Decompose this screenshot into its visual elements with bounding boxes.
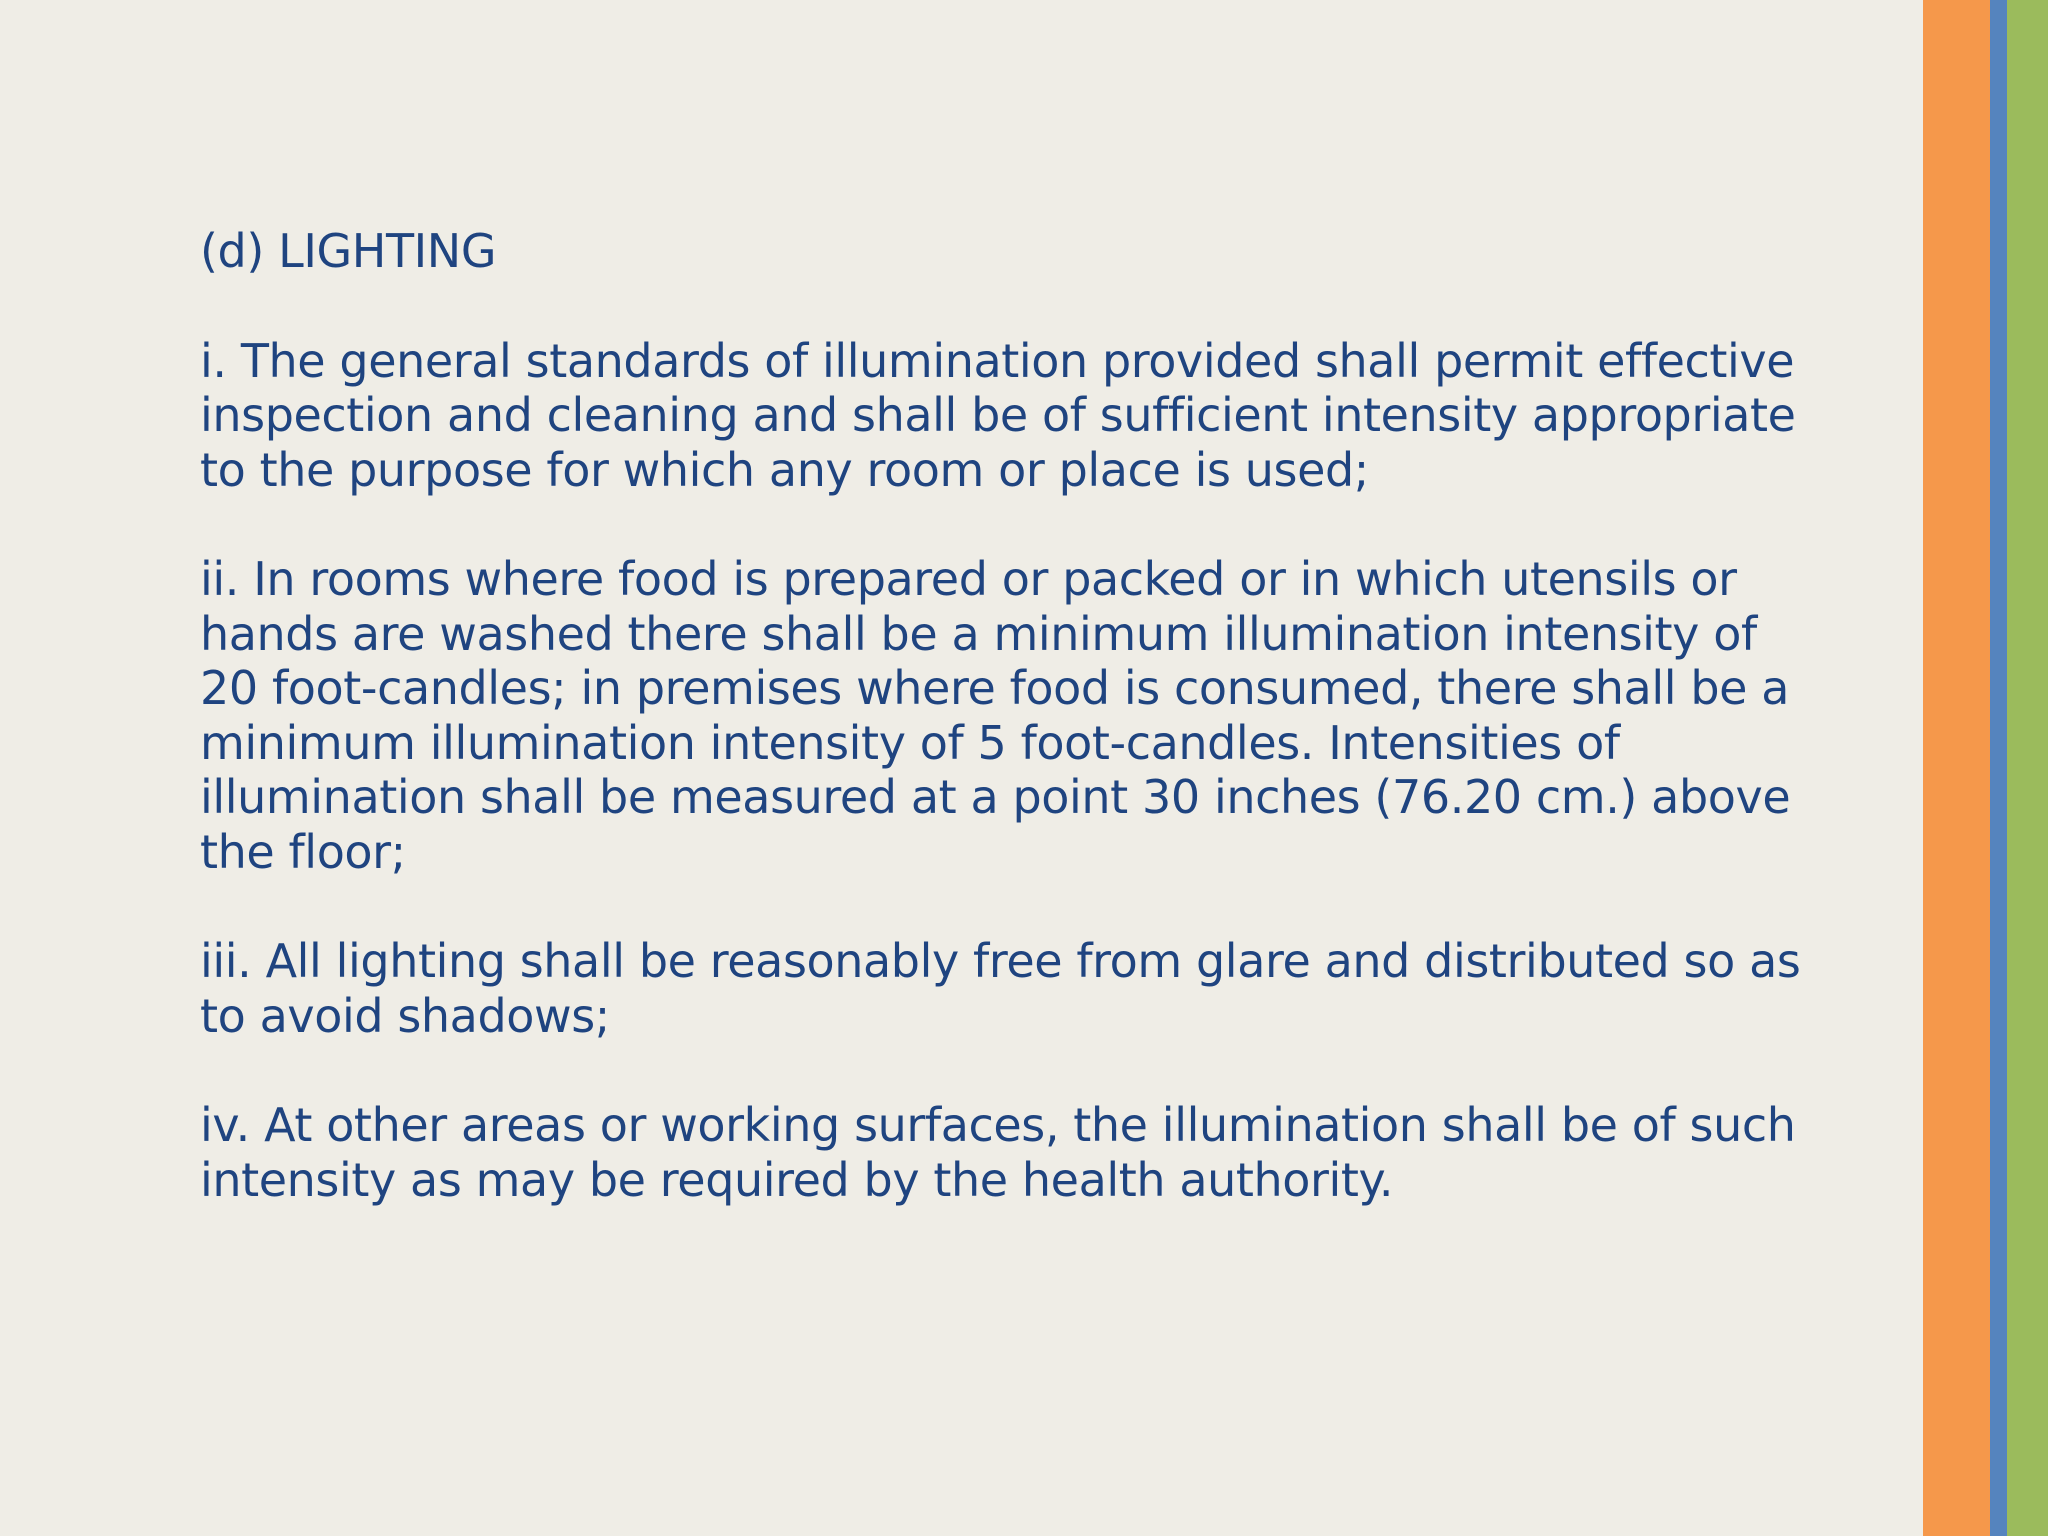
slide-body — [200, 224, 1850, 1207]
blue-accent-stripe — [1990, 0, 2007, 1536]
paragraph-ii — [200, 552, 1850, 879]
paragraph-iv — [200, 1098, 1850, 1207]
paragraph-line: ii. In rooms where food is prepared or packed or in which utensils or — [200, 552, 1737, 606]
paragraph-line: minimum illumination intensity of 5 foot-candles. Intensities of — [200, 715, 1620, 770]
paragraph-line: illumination shall be measured at a point 30 inches (76.20 cm.) above — [200, 770, 1791, 824]
paragraph-line: inspection and cleaning and shall be of sufficient intensity appropriate — [200, 388, 1796, 442]
section-heading: (d) LIGHTING — [200, 224, 497, 278]
paragraph-i — [200, 334, 1850, 498]
paragraph-line: to avoid shadows; — [200, 988, 610, 1043]
paragraph-line: 20 foot-candles; in premises where food is consumed, there shall be a — [200, 661, 1790, 715]
orange-accent-stripe — [1923, 0, 1990, 1536]
paragraph-line: i. The general standards of illumination provided shall permit effective — [200, 333, 1795, 388]
paragraph-line: the floor; — [200, 824, 406, 879]
paragraph-line: to the purpose for which any room or place is used; — [200, 442, 1369, 497]
paragraph-iii — [200, 934, 1850, 1043]
paragraph-line: hands are washed there shall be a minimum illumination intensity of — [200, 606, 1757, 661]
paragraph-line: iv. At other areas or working surfaces, the illumination shall be of such — [200, 1098, 1796, 1152]
paragraph-line: iii. All lighting shall be reasonably free from glare and distributed so as — [200, 934, 1801, 988]
paragraph-line: intensity as may be required by the health authority. — [200, 1152, 1394, 1207]
green-accent-stripe — [2007, 0, 2048, 1536]
